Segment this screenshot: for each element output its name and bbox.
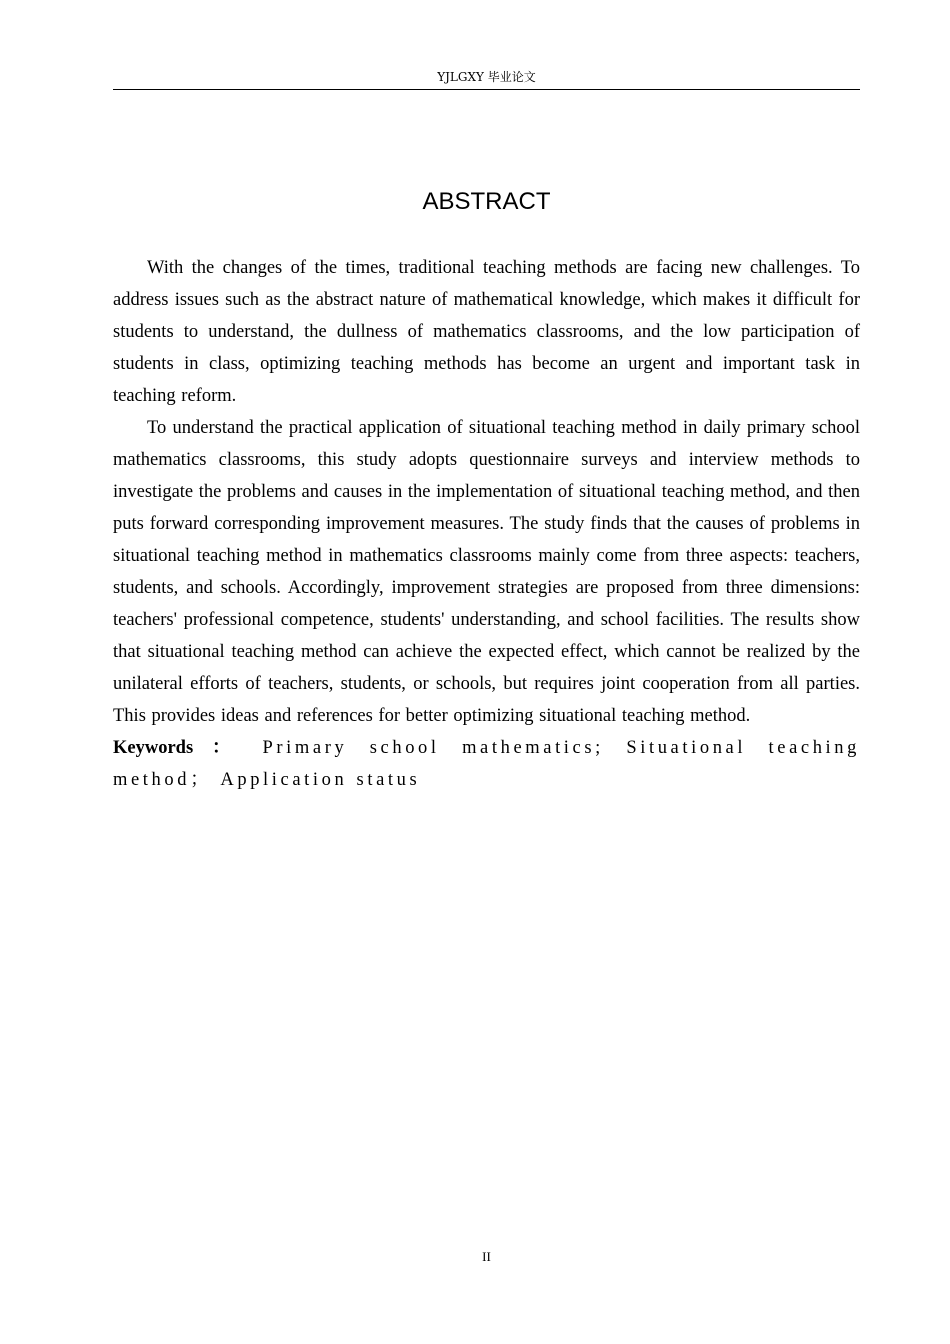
abstract-paragraph-2: To understand the practical application of situational teaching method in daily primary school mathematics classrooms, this study adopts questionnaire surveys and interview methods to investigate the problems and causes in the implementation of situational teaching method, and then puts forward corresponding improvement measures. The study finds that the causes of problems in situational teaching method in mathematics classrooms mainly come from three aspects: teachers, students, and schools. Accordingly, improvement strategies are proposed from three dimensions: teachers' professional competence, students' understanding, and school facilities. The results show that situational teaching method can achieve the expected effect, which cannot be realized by the unilateral efforts of teachers, students, or schools, but requires joint cooperation from all parties. This provides ideas and references for better optimizing situational teaching method. xyxy=(113,418,860,726)
abstract-paragraph-1: With the changes of the times, traditional teaching methods are facing new challenges. To address issues such as the abstract nature of mathematical knowledge, which makes it difficult for students to understand, the dullness of mathematics classrooms, and the low participation of students in class, optimizing teaching methods has become an urgent and important task in teaching reform. xyxy=(113,258,860,406)
keywords-label: Keywords ： xyxy=(113,738,244,758)
header-text: YJLGXY 毕业论文 xyxy=(437,70,536,84)
keywords-line xyxy=(113,732,860,796)
page-header xyxy=(113,68,860,90)
page-number: II xyxy=(482,1249,491,1264)
keywords-text: Primary school mathematics; Situational teaching method； Application status xyxy=(113,738,860,790)
abstract-title: ABSTRACT xyxy=(422,188,551,215)
abstract-body xyxy=(113,252,860,796)
